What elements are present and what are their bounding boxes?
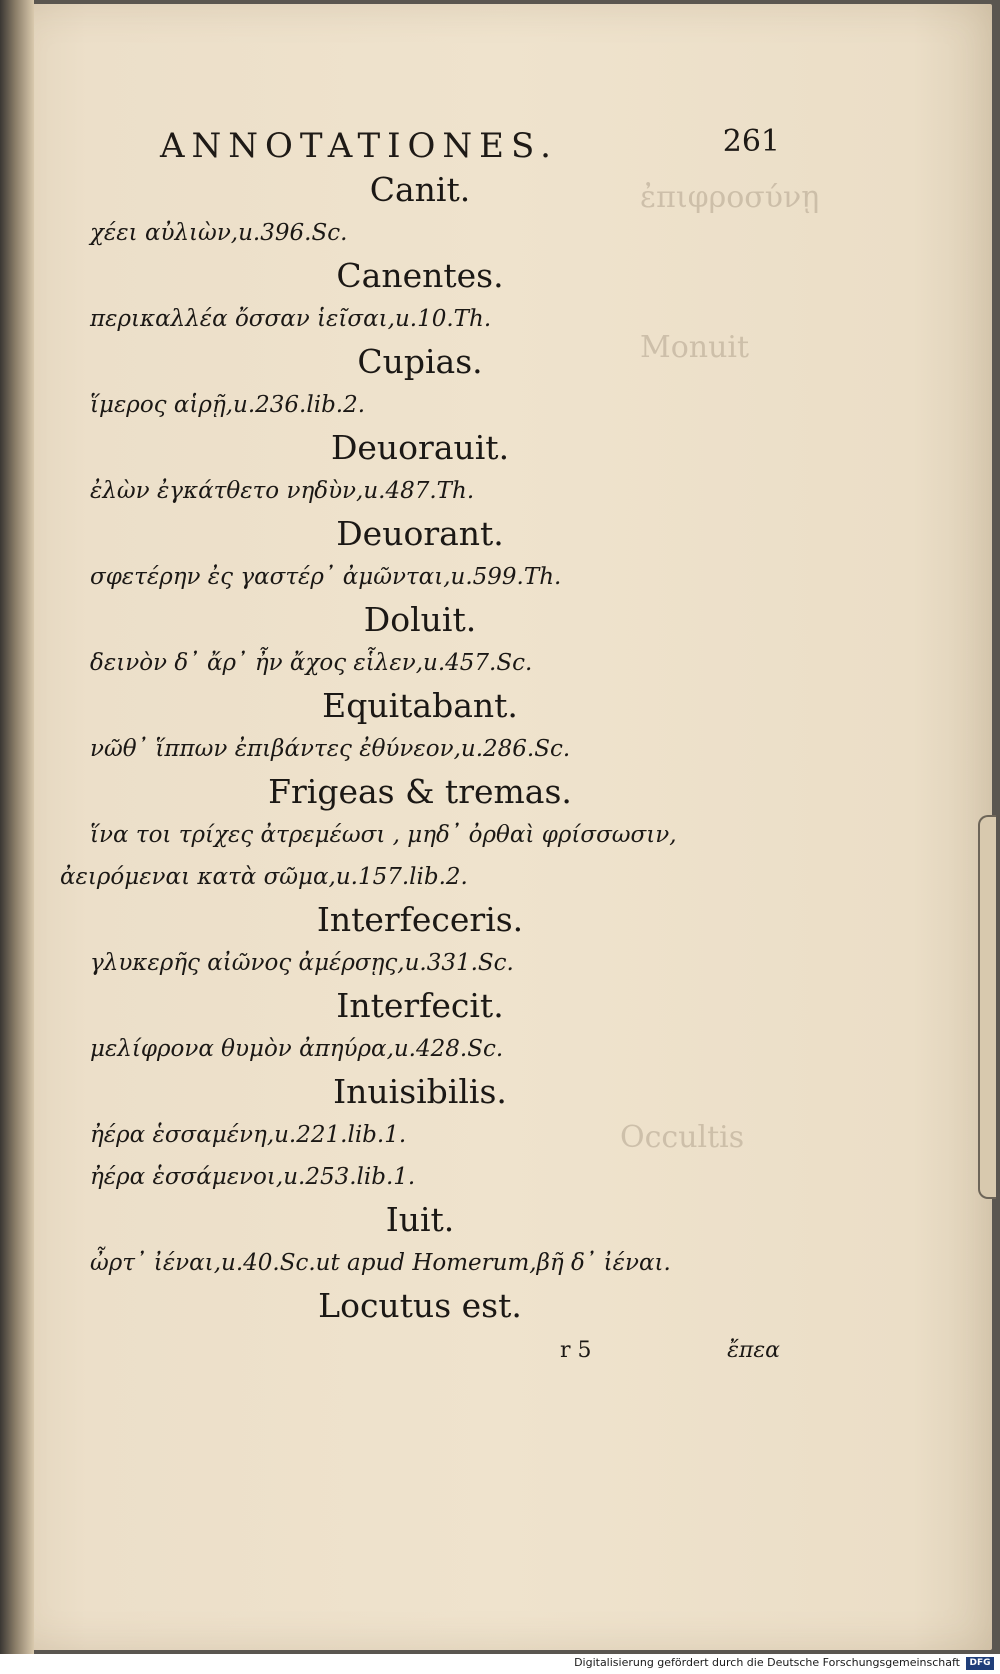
entry-lemma: Locutus est.: [318, 1286, 522, 1325]
show-through-text: Monuit: [640, 330, 750, 365]
annotation-entry: [60, 1198, 780, 1284]
entry-citation: νῶθ᾽ ἵππων ἐπιβάντες ἐθύνεον,u.286.Sc.: [90, 736, 571, 762]
page-number: 261: [722, 124, 780, 159]
entry-lemma: Interfecit.: [336, 986, 504, 1025]
annotation-entry: [60, 770, 780, 898]
entry-lemma: Doluit.: [363, 600, 477, 639]
entry-citation: ὦρτ᾽ ἰέναι,u.40.Sc.ut apud Homerum,βῆ δ᾽ ἰέναι.: [90, 1250, 671, 1276]
entry-citation: μελίφρονα θυμὸν ἀπηύρα,u.428.Sc.: [90, 1036, 504, 1062]
entry-lemma: Interfeceris.: [316, 900, 524, 939]
entry-citation: ἐλὼν ἐγκάτθετο νηδὺν,u.487.Th.: [90, 478, 475, 504]
entry-citation: ἵμερος αἱρῇ,u.236.lib.2.: [90, 392, 366, 418]
entry-citation: γλυκερῆς αἰῶνος ἀμέρσῃς,u.331.Sc.: [90, 950, 514, 976]
annotation-entry: [60, 254, 780, 340]
annotation-entry: [60, 1284, 780, 1328]
show-through-text: ἐπιφροσύνῃ: [640, 180, 820, 215]
entry-citation: χέει αὐλιὼν,u.396.Sc.: [90, 220, 348, 246]
running-title: ANNOTATIONES.: [160, 126, 558, 166]
running-head: [160, 126, 780, 170]
entry-citation: περικαλλέα ὄσσαν ἱεῖσαι,u.10.Th.: [90, 306, 492, 332]
credit-text: Digitalisierung gefördert durch die Deutsche Forschungsgemeinschaft: [574, 1656, 960, 1669]
annotation-entry: [60, 426, 780, 512]
entry-lemma: Deuorant.: [336, 514, 504, 553]
entry-lemma: Canentes.: [336, 256, 504, 295]
annotation-entry: [60, 512, 780, 598]
catchword: ἔπεα: [727, 1338, 780, 1363]
entry-lemma: Iuit.: [385, 1200, 455, 1239]
signature-mark: r 5: [560, 1338, 592, 1363]
entry-citation: ἠέρα ἑσσαμένη,u.221.lib.1.: [90, 1122, 407, 1148]
entry-citation: ἵνα τοι τρίχες ἀτρεμέωσι , μηδ᾽ ὀρθαὶ φρίσσωσιν,: [90, 822, 677, 848]
show-through-text: Occultis: [620, 1120, 745, 1155]
annotation-entry: [60, 168, 780, 254]
entry-lemma: Equitabant.: [322, 686, 518, 725]
dfg-logo: DFG: [966, 1657, 994, 1670]
annotation-entry: [60, 1070, 780, 1198]
entry-citation: δεινὸν δ᾽ ἄρ᾽ ἦν ἄχος εἷλεν,u.457.Sc.: [90, 650, 533, 676]
page-footer: [560, 1338, 780, 1374]
entry-citation: ἀειρόμεναι κατὰ σῶμα,u.157.lib.2.: [60, 864, 468, 890]
annotation-entry: [60, 598, 780, 684]
annotation-entry: [60, 984, 780, 1070]
entry-citation: ἠέρα ἑσσάμενοι,u.253.lib.1.: [90, 1164, 416, 1190]
page-clip-tab: [978, 815, 996, 1199]
entry-citation: σφετέρην ἐς γαστέρ᾽ ἀμῶνται,u.599.Th.: [90, 564, 562, 590]
entry-lemma: Inuisibilis.: [333, 1072, 507, 1111]
credit-bar: [0, 1654, 1000, 1674]
book-gutter-edge: [0, 0, 34, 1654]
annotation-entry: [60, 684, 780, 770]
entry-lemma: Deuorauit.: [330, 428, 510, 467]
entry-lemma: Cupias.: [357, 342, 483, 381]
annotation-entry: [60, 340, 780, 426]
entry-lemma: Canit.: [369, 170, 471, 209]
annotations-list: [60, 168, 780, 1328]
entry-lemma: Frigeas & tremas.: [268, 772, 572, 811]
annotation-entry: [60, 898, 780, 984]
